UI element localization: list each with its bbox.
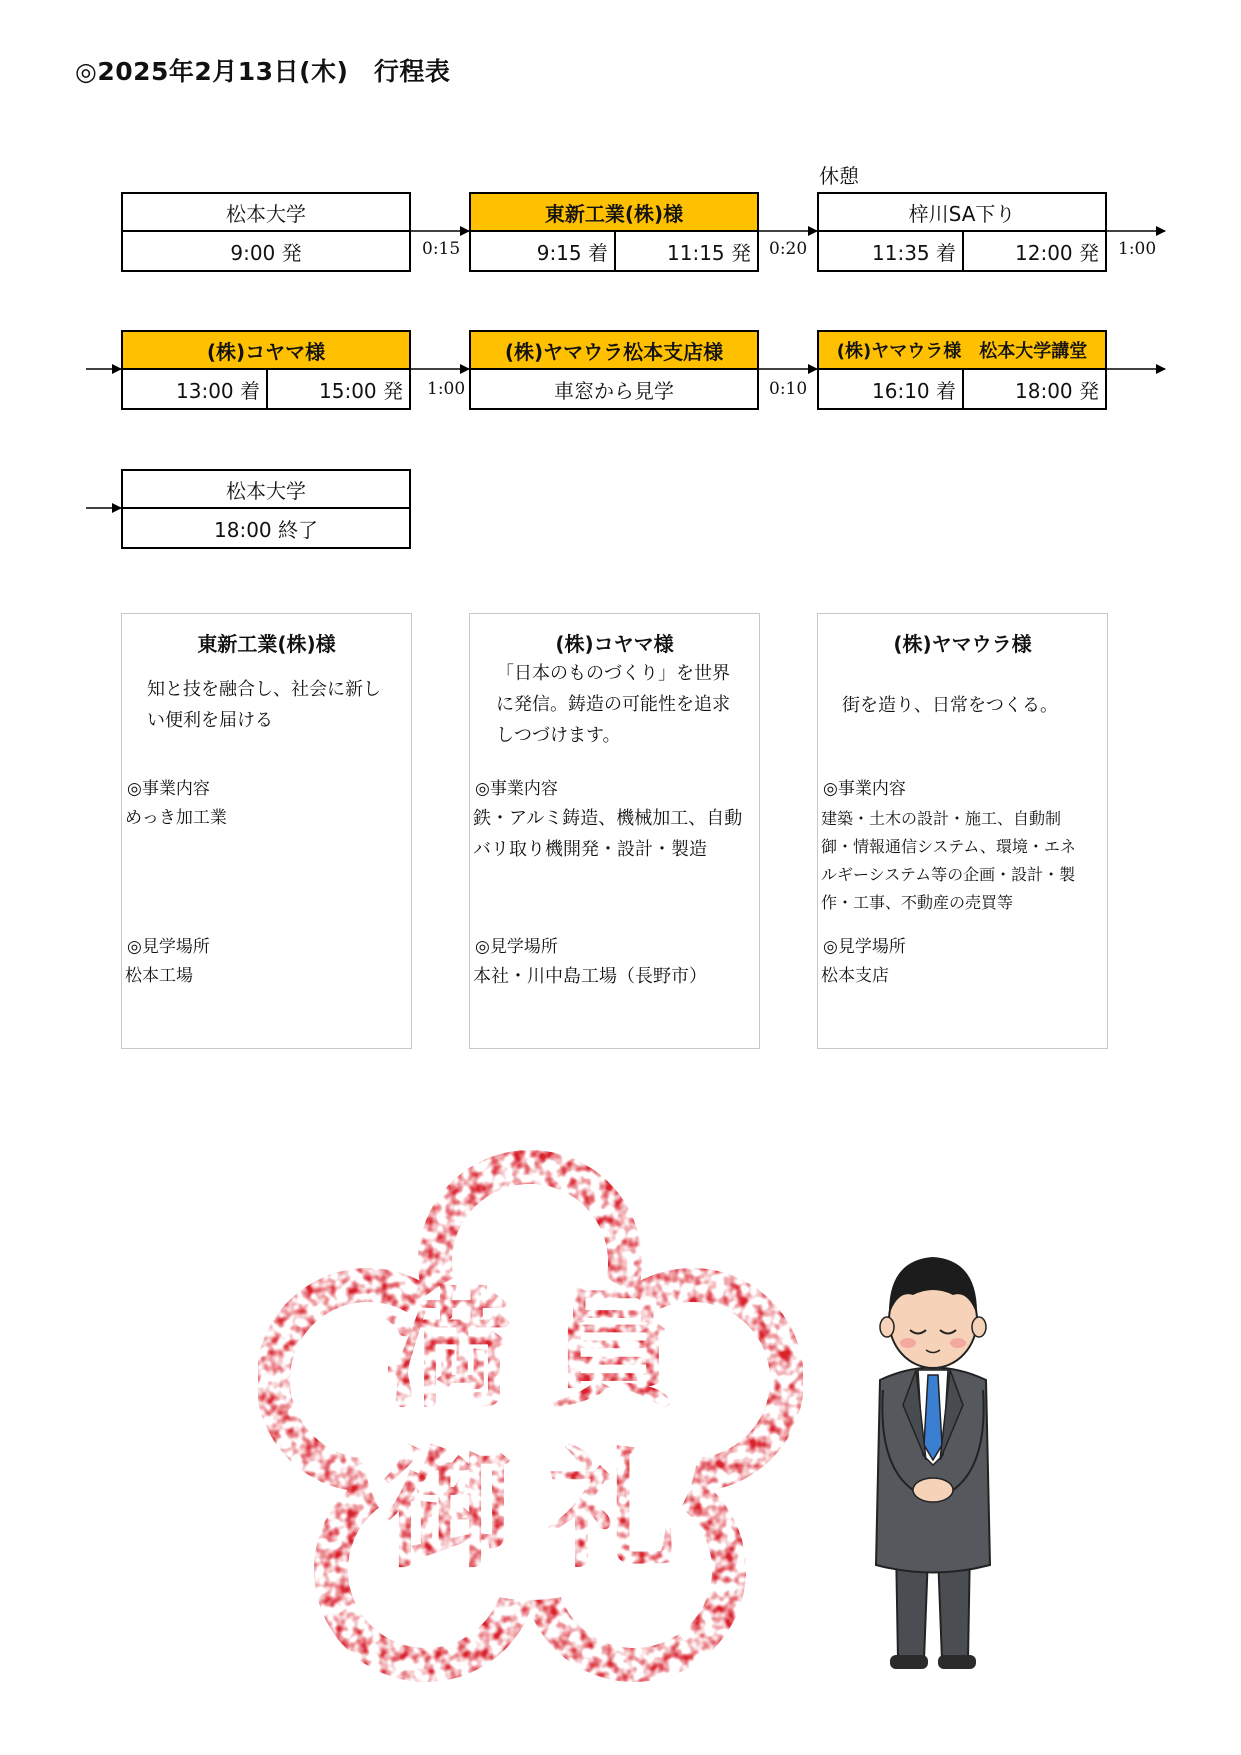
company-slogan bbox=[842, 690, 1058, 721]
stop-name: 東新工業(株)様 bbox=[471, 194, 757, 232]
stop-name: 梓川SA下り bbox=[819, 194, 1105, 232]
depart-time: 9:00 発 bbox=[230, 240, 302, 265]
slogan-line: しつづけます。 bbox=[496, 725, 621, 746]
depart-time: 15:00 発 bbox=[266, 370, 409, 408]
business-content bbox=[821, 805, 1104, 917]
slogan-line: 街を造り、日常をつくる。 bbox=[842, 695, 1058, 716]
visit-label: ◎見学場所 bbox=[127, 937, 210, 957]
stop-name: (株)ヤマウラ様 松本大学講堂 bbox=[819, 332, 1105, 370]
bowing-businessman-illustration bbox=[858, 1245, 1008, 1675]
stop-name: 松本大学 bbox=[123, 194, 409, 232]
company-slogan bbox=[147, 674, 381, 736]
business-line: 作・工事、不動産の売買等 bbox=[821, 893, 1014, 912]
business-line: 建築・土木の設計・施工、自動制 bbox=[821, 809, 1062, 828]
visit-label: ◎見学場所 bbox=[823, 937, 906, 957]
depart-time: 18:00 発 bbox=[962, 370, 1105, 408]
stop-yamaura-hall bbox=[817, 330, 1107, 410]
arrive-time: 13:00 着 bbox=[176, 378, 260, 403]
business-line: バリ取り機開発・設計・製造 bbox=[473, 839, 707, 860]
stamp-char: 御 bbox=[382, 1434, 514, 1586]
duration-label: 1:00 bbox=[1118, 239, 1157, 259]
visit-place: 本社・川中島工場（長野市） bbox=[473, 966, 707, 987]
stop-description: 車窓から見学 bbox=[554, 378, 674, 403]
company-card-toshin bbox=[121, 613, 412, 1049]
duration-label: 0:10 bbox=[769, 379, 808, 399]
slogan-line: に発信。鋳造の可能性を追求 bbox=[496, 694, 730, 715]
business-label: ◎事業内容 bbox=[127, 779, 210, 799]
arrive-time: 16:10 着 bbox=[872, 378, 956, 403]
business-line: 鉄・アルミ鋳造、機械加工、自動 bbox=[473, 808, 743, 829]
arrive-time: 9:15 着 bbox=[536, 240, 608, 265]
business-label: ◎事業内容 bbox=[475, 779, 558, 799]
business-content bbox=[125, 803, 408, 834]
slogan-line: 知と技を融合し、社会に新し bbox=[147, 679, 381, 700]
business-line: めっき加工業 bbox=[125, 808, 227, 828]
stamp-char: 員 bbox=[547, 1274, 679, 1426]
duration-label: 0:15 bbox=[422, 239, 461, 259]
stop-matsumoto-univ-start bbox=[121, 192, 411, 272]
depart-time: 11:15 発 bbox=[614, 232, 757, 270]
stop-name: 松本大学 bbox=[123, 471, 409, 509]
full-house-stamp bbox=[258, 1150, 803, 1690]
stamp-char: 満 bbox=[382, 1274, 514, 1426]
slogan-line: い便利を届ける bbox=[147, 710, 273, 731]
visit-place: 松本支店 bbox=[821, 966, 889, 986]
slogan-line: 「日本のものづくり」を世界 bbox=[496, 663, 730, 684]
stamp-char: 礼 bbox=[547, 1434, 679, 1586]
stop-azusagawa-sa bbox=[817, 192, 1107, 272]
business-line: ルギーシステム等の企画・設計・製 bbox=[821, 865, 1076, 884]
business-label: ◎事業内容 bbox=[823, 779, 906, 799]
stop-name: (株)ヤマウラ松本支店様 bbox=[471, 332, 757, 370]
arrive-time: 11:35 着 bbox=[872, 240, 956, 265]
stop-toshin bbox=[469, 192, 759, 272]
depart-time: 12:00 発 bbox=[962, 232, 1105, 270]
company-card-yamaura bbox=[817, 613, 1108, 1049]
end-time: 18:00 終了 bbox=[214, 517, 318, 542]
business-content bbox=[473, 803, 756, 865]
duration-label: 1:00 bbox=[427, 379, 466, 399]
duration-label: 0:20 bbox=[769, 239, 808, 259]
stop-koyama bbox=[121, 330, 411, 410]
visit-place: 松本工場 bbox=[125, 966, 193, 986]
company-slogan bbox=[496, 658, 730, 751]
stop-matsumoto-univ-end bbox=[121, 469, 411, 549]
rest-note: 休憩 bbox=[819, 164, 859, 188]
stop-yamaura-branch bbox=[469, 330, 759, 410]
plum-blossom-inner bbox=[290, 1184, 770, 1648]
company-name: 東新工業(株)様 bbox=[197, 632, 336, 656]
page-title: ◎2025年2月13日(木) 行程表 bbox=[75, 57, 451, 86]
company-name: (株)ヤマウラ様 bbox=[893, 632, 1032, 656]
business-line: 御・情報通信システム、環境・エネ bbox=[821, 837, 1076, 856]
stop-name: (株)コヤマ様 bbox=[123, 332, 409, 370]
visit-label: ◎見学場所 bbox=[475, 937, 558, 957]
company-card-koyama bbox=[469, 613, 760, 1049]
company-name: (株)コヤマ様 bbox=[555, 632, 674, 656]
